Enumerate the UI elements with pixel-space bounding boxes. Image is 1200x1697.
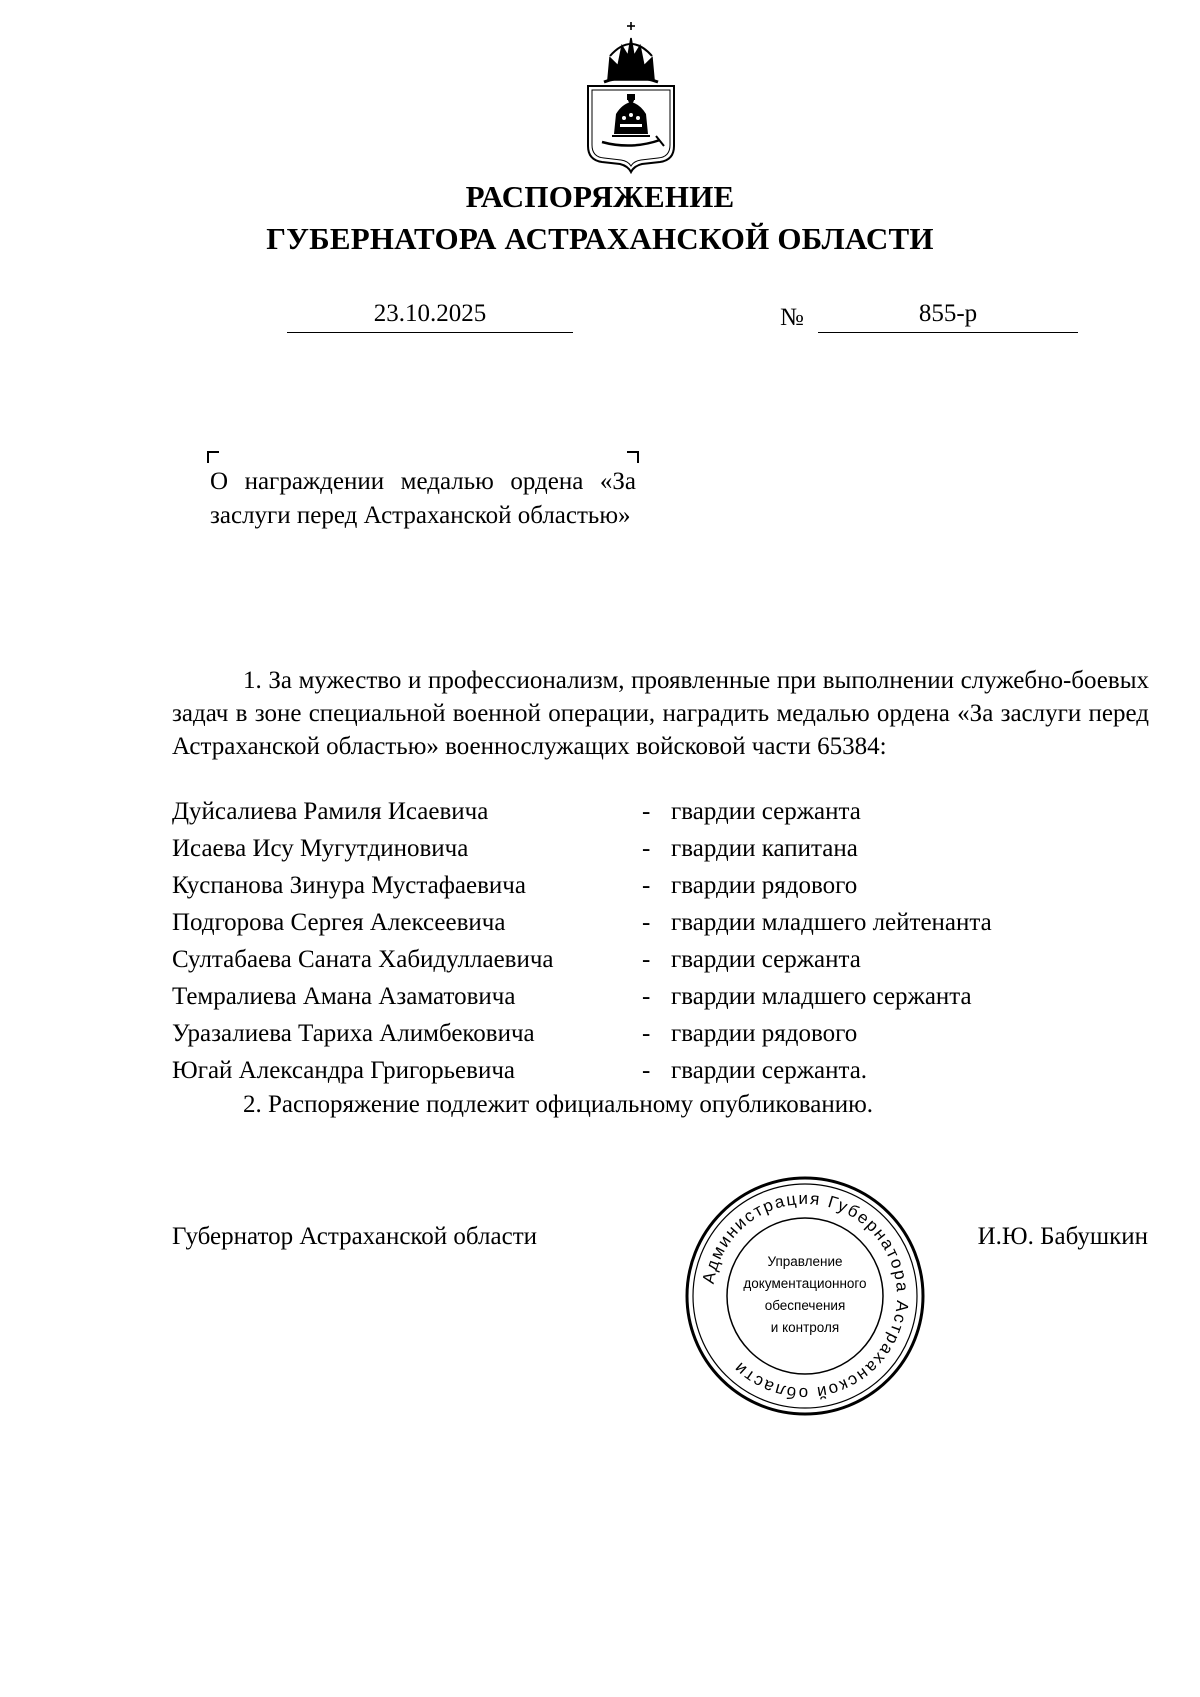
awardee-row: [172, 832, 1152, 869]
awardee-row: [172, 1054, 1152, 1091]
seal-center-line: Управление: [767, 1254, 843, 1269]
awardee-rank: гвардии сержанта: [671, 946, 861, 973]
svg-text:Администрация Губернатора Астр: [699, 1189, 912, 1403]
subject-corner-left: [207, 451, 219, 463]
awardee-name: Подгорова Сергея Алексеевича: [172, 909, 506, 936]
document-title: РАСПОРЯЖЕНИЕ: [465, 179, 735, 214]
seal-center-line: и контроля: [770, 1320, 840, 1335]
document-number: 855-р: [918, 300, 978, 327]
awardee-rank: гвардии рядового: [671, 872, 858, 899]
signatory-position: Губернатор Астраханской области: [172, 1223, 538, 1250]
awardee-rank: гвардии сержанта.: [671, 1057, 868, 1084]
official-seal: [683, 1174, 927, 1418]
seal-center-line: обеспечения: [764, 1298, 846, 1313]
awardee-row: [172, 795, 1152, 832]
subject-corner-right: [627, 451, 639, 463]
awardee-row: [172, 980, 1152, 1017]
awardee-rank: гвардии младшего лейтенанта: [671, 909, 992, 936]
awardee-dash: -: [642, 1020, 651, 1047]
awardee-dash: -: [642, 946, 651, 973]
awardee-rank: гвардии сержанта: [671, 798, 861, 825]
awardee-row: [172, 906, 1152, 943]
awardee-dash: -: [642, 909, 651, 936]
awardee-name: Куспанова Зинура Мустафаевича: [172, 872, 526, 899]
awardee-name: Исаева Ису Мугутдиновича: [172, 835, 469, 862]
awardee-row: [172, 1017, 1152, 1054]
signatory-name: И.Ю. Бабушкин: [977, 1223, 1148, 1250]
seal-center-line: документационного: [743, 1276, 867, 1291]
number-sign: №: [780, 304, 804, 331]
awardee-rank: гвардии капитана: [671, 835, 858, 862]
awardee-list: [172, 795, 1152, 1091]
awardee-row: [172, 869, 1152, 906]
awardee-dash: -: [642, 872, 651, 899]
awardee-name: Султабаева Саната Хабидуллаевича: [172, 946, 554, 973]
coat-of-arms-emblem: [564, 18, 698, 174]
awardee-dash: -: [642, 835, 651, 862]
document-subject: О награждении медалью ордена «За заслуги перед Астраханской областью»: [210, 468, 636, 529]
document-date: 23.10.2025: [373, 300, 487, 327]
awardee-row: [172, 943, 1152, 980]
awardee-dash: -: [642, 983, 651, 1010]
issuer-title: ГУБЕРНАТОРА АСТРАХАНСКОЙ ОБЛАСТИ: [266, 221, 934, 256]
awardee-rank: гвардии рядового: [671, 1020, 858, 1047]
awardee-name: Дуйсалиева Рамиля Исаевича: [172, 798, 489, 825]
number-underline: [818, 332, 1078, 333]
awardee-rank: гвардии младшего сержанта: [671, 983, 972, 1010]
awardee-name: Уразалиева Тариха Алимбековича: [172, 1020, 535, 1047]
paragraph-2: 2. Распоряжение подлежит официальному опубликованию.: [243, 1091, 874, 1118]
awardee-dash: -: [642, 798, 651, 825]
date-underline: [287, 332, 573, 333]
awardee-dash: -: [642, 1057, 651, 1084]
paragraph-1: 1. За мужество и профессионализм, проявленные при выполнении служебно-боевых задач в зоне специальной военной операции, наградить медалью ордена «За заслуги перед Астраханской областью» военнослужащих войсковой части 65384:: [172, 667, 1149, 760]
awardee-name: Югай Александра Григорьевича: [172, 1057, 516, 1084]
awardee-name: Темралиева Амана Азаматовича: [172, 983, 516, 1010]
seal-ring-text: Администрация Губернатора Астраханской области: [698, 1188, 913, 1404]
